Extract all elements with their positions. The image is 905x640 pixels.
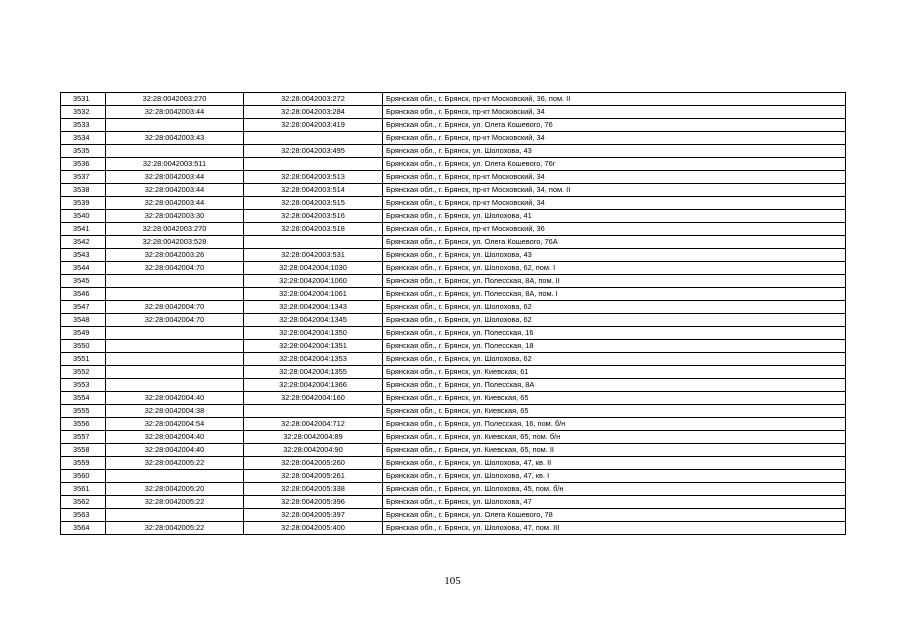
row-number-cell: 3559 [61, 457, 106, 470]
object-cadastral-number-cell: 32:28:0042004:1060 [244, 275, 383, 288]
address-cell: Брянская обл., г. Брянск, пр-кт Московский, 34 [383, 197, 846, 210]
row-number-cell: 3557 [61, 431, 106, 444]
row-number-cell: 3552 [61, 366, 106, 379]
row-number-cell: 3546 [61, 288, 106, 301]
parcel-cadastral-number-cell: 32:28:0042003:26 [106, 249, 244, 262]
object-cadastral-number-cell [244, 132, 383, 145]
address-cell: Брянская обл., г. Брянск, пр-кт Московский, 34 [383, 171, 846, 184]
table-row [61, 184, 846, 197]
parcel-cadastral-number-cell [106, 340, 244, 353]
object-cadastral-number-cell: 32:28:0042005:338 [244, 483, 383, 496]
parcel-cadastral-number-cell: 32:28:0042003:270 [106, 223, 244, 236]
table-row [61, 509, 846, 522]
address-cell: Брянская обл., г. Брянск, ул. Олега Кошевого, 78 [383, 509, 846, 522]
table-row [61, 470, 846, 483]
address-cell: Брянская обл., г. Брянск, ул. Олега Кошевого, 76А [383, 236, 846, 249]
row-number-cell: 3549 [61, 327, 106, 340]
address-cell: Брянская обл., г. Брянск, пр-кт Московский, 36, пом. II [383, 93, 846, 106]
table-row [61, 418, 846, 431]
address-cell: Брянская обл., г. Брянск, ул. Шолохова, 62 [383, 314, 846, 327]
address-cell: Брянская обл., г. Брянск, ул. Полесская, 8А, пом. II [383, 275, 846, 288]
row-number-cell: 3539 [61, 197, 106, 210]
row-number-cell: 3547 [61, 301, 106, 314]
table-row [61, 158, 846, 171]
address-cell: Брянская обл., г. Брянск, пр-кт Московский, 34 [383, 132, 846, 145]
parcel-cadastral-number-cell: 32:28:0042003:43 [106, 132, 244, 145]
table-row [61, 522, 846, 535]
parcel-cadastral-number-cell: 32:28:0042005:22 [106, 457, 244, 470]
parcel-cadastral-number-cell [106, 275, 244, 288]
table-row [61, 379, 846, 392]
table-row [61, 197, 846, 210]
row-number-cell: 3564 [61, 522, 106, 535]
object-cadastral-number-cell: 32:28:0042005:396 [244, 496, 383, 509]
address-cell: Брянская обл., г. Брянск, ул. Полесская, 16 [383, 327, 846, 340]
table-row [61, 483, 846, 496]
object-cadastral-number-cell [244, 405, 383, 418]
row-number-cell: 3563 [61, 509, 106, 522]
parcel-cadastral-number-cell: 32:28:0042003:44 [106, 106, 244, 119]
table-row [61, 353, 846, 366]
table-row [61, 457, 846, 470]
object-cadastral-number-cell: 32:28:0042004:89 [244, 431, 383, 444]
row-number-cell: 3532 [61, 106, 106, 119]
row-number-cell: 3543 [61, 249, 106, 262]
address-cell: Брянская обл., г. Брянск, пр-кт Московский, 34, пом. II [383, 184, 846, 197]
row-number-cell: 3548 [61, 314, 106, 327]
row-number-cell: 3550 [61, 340, 106, 353]
row-number-cell: 3545 [61, 275, 106, 288]
parcel-cadastral-number-cell: 32:28:0042004:40 [106, 392, 244, 405]
parcel-cadastral-number-cell: 32:28:0042004:70 [106, 262, 244, 275]
parcel-cadastral-number-cell [106, 288, 244, 301]
row-number-cell: 3533 [61, 119, 106, 132]
object-cadastral-number-cell: 32:28:0042004:1351 [244, 340, 383, 353]
row-number-cell: 3538 [61, 184, 106, 197]
parcel-cadastral-number-cell: 32:28:0042004:40 [106, 444, 244, 457]
parcel-cadastral-number-cell [106, 327, 244, 340]
table-row [61, 392, 846, 405]
address-cell: Брянская обл., г. Брянск, ул. Полесская, 8А [383, 379, 846, 392]
object-cadastral-number-cell: 32:28:0042004:160 [244, 392, 383, 405]
object-cadastral-number-cell: 32:28:0042003:515 [244, 197, 383, 210]
parcel-cadastral-number-cell: 32:28:0042004:54 [106, 418, 244, 431]
parcel-cadastral-number-cell: 32:28:0042003:511 [106, 158, 244, 171]
object-cadastral-number-cell: 32:28:0042003:272 [244, 93, 383, 106]
address-cell: Брянская обл., г. Брянск, ул. Шолохова, 43 [383, 249, 846, 262]
parcel-cadastral-number-cell: 32:28:0042004:38 [106, 405, 244, 418]
table-row [61, 223, 846, 236]
parcel-cadastral-number-cell: 32:28:0042003:44 [106, 184, 244, 197]
object-cadastral-number-cell: 32:28:0042003:514 [244, 184, 383, 197]
table-row [61, 106, 846, 119]
row-number-cell: 3551 [61, 353, 106, 366]
table-row [61, 288, 846, 301]
row-number-cell: 3536 [61, 158, 106, 171]
row-number-cell: 3556 [61, 418, 106, 431]
row-number-cell: 3560 [61, 470, 106, 483]
page-number: 105 [444, 575, 461, 587]
parcel-cadastral-number-cell [106, 366, 244, 379]
table-row [61, 327, 846, 340]
object-cadastral-number-cell: 32:28:0042005:400 [244, 522, 383, 535]
table-row [61, 262, 846, 275]
row-number-cell: 3542 [61, 236, 106, 249]
object-cadastral-number-cell: 32:28:0042003:518 [244, 223, 383, 236]
object-cadastral-number-cell: 32:28:0042003:531 [244, 249, 383, 262]
object-cadastral-number-cell: 32:28:0042004:1343 [244, 301, 383, 314]
parcel-cadastral-number-cell: 32:28:0042003:44 [106, 171, 244, 184]
row-number-cell: 3535 [61, 145, 106, 158]
address-cell: Брянская обл., г. Брянск, ул. Олега Кошевого, 76 [383, 119, 846, 132]
parcel-cadastral-number-cell [106, 119, 244, 132]
parcel-cadastral-number-cell: 32:28:0042003:270 [106, 93, 244, 106]
address-cell: Брянская обл., г. Брянск, ул. Шолохова, 47 [383, 496, 846, 509]
address-cell: Брянская обл., г. Брянск, ул. Олега Кошевого, 76г [383, 158, 846, 171]
row-number-cell: 3540 [61, 210, 106, 223]
object-cadastral-number-cell: 32:28:0042003:419 [244, 119, 383, 132]
row-number-cell: 3558 [61, 444, 106, 457]
table-row [61, 405, 846, 418]
table-row [61, 366, 846, 379]
parcel-cadastral-number-cell: 32:28:0042004:70 [106, 301, 244, 314]
row-number-cell: 3554 [61, 392, 106, 405]
address-cell: Брянская обл., г. Брянск, пр-кт Московский, 34 [383, 106, 846, 119]
table-row [61, 275, 846, 288]
address-cell: Брянская обл., г. Брянск, пр-кт Московский, 36 [383, 223, 846, 236]
parcel-cadastral-number-cell [106, 509, 244, 522]
row-number-cell: 3553 [61, 379, 106, 392]
row-number-cell: 3537 [61, 171, 106, 184]
parcel-cadastral-number-cell: 32:28:0042003:44 [106, 197, 244, 210]
object-cadastral-number-cell [244, 236, 383, 249]
row-number-cell: 3544 [61, 262, 106, 275]
table-row [61, 301, 846, 314]
table-row [61, 431, 846, 444]
address-cell: Брянская обл., г. Брянск, ул. Киевская, 65 [383, 405, 846, 418]
parcel-cadastral-number-cell: 32:28:0042003:30 [106, 210, 244, 223]
address-cell: Брянская обл., г. Брянск, ул. Киевская, 65 [383, 392, 846, 405]
row-number-cell: 3531 [61, 93, 106, 106]
object-cadastral-number-cell [244, 158, 383, 171]
table-row [61, 340, 846, 353]
parcel-cadastral-number-cell: 32:28:0042005:22 [106, 522, 244, 535]
address-cell: Брянская обл., г. Брянск, ул. Полесская, 16, пом. б/н [383, 418, 846, 431]
address-cell: Брянская обл., г. Брянск, ул. Шолохова, 62, пом. I [383, 262, 846, 275]
parcel-cadastral-number-cell: 32:28:0042004:40 [106, 431, 244, 444]
address-cell: Брянская обл., г. Брянск, ул. Киевская, 61 [383, 366, 846, 379]
parcel-cadastral-number-cell: 32:28:0042005:22 [106, 496, 244, 509]
registry-table [60, 92, 846, 535]
parcel-cadastral-number-cell: 32:28:0042004:70 [106, 314, 244, 327]
registry-table-body [61, 93, 846, 535]
parcel-cadastral-number-cell: 32:28:0042005:20 [106, 483, 244, 496]
parcel-cadastral-number-cell [106, 353, 244, 366]
object-cadastral-number-cell: 32:28:0042005:261 [244, 470, 383, 483]
table-row [61, 119, 846, 132]
row-number-cell: 3562 [61, 496, 106, 509]
parcel-cadastral-number-cell: 32:28:0042003:528 [106, 236, 244, 249]
table-row [61, 132, 846, 145]
object-cadastral-number-cell: 32:28:0042004:712 [244, 418, 383, 431]
address-cell: Брянская обл., г. Брянск, ул. Киевская, 65, пом. б/н [383, 431, 846, 444]
object-cadastral-number-cell: 32:28:0042003:516 [244, 210, 383, 223]
address-cell: Брянская обл., г. Брянск, ул. Шолохова, 45, пом. б/н [383, 483, 846, 496]
object-cadastral-number-cell: 32:28:0042004:1061 [244, 288, 383, 301]
address-cell: Брянская обл., г. Брянск, ул. Шолохова, 47, кв. I [383, 470, 846, 483]
parcel-cadastral-number-cell [106, 379, 244, 392]
address-cell: Брянская обл., г. Брянск, ул. Киевская, 65, пом. II [383, 444, 846, 457]
object-cadastral-number-cell: 32:28:0042003:513 [244, 171, 383, 184]
table-row [61, 93, 846, 106]
table-row [61, 145, 846, 158]
object-cadastral-number-cell: 32:28:0042004:1355 [244, 366, 383, 379]
table-row [61, 171, 846, 184]
object-cadastral-number-cell: 32:28:0042003:284 [244, 106, 383, 119]
address-cell: Брянская обл., г. Брянск, ул. Полесская, 18 [383, 340, 846, 353]
row-number-cell: 3555 [61, 405, 106, 418]
object-cadastral-number-cell: 32:28:0042004:1345 [244, 314, 383, 327]
address-cell: Брянская обл., г. Брянск, ул. Шолохова, 47, кв. II [383, 457, 846, 470]
object-cadastral-number-cell: 32:28:0042004:1353 [244, 353, 383, 366]
row-number-cell: 3561 [61, 483, 106, 496]
row-number-cell: 3534 [61, 132, 106, 145]
address-cell: Брянская обл., г. Брянск, ул. Полесская, 8А, пом. I [383, 288, 846, 301]
parcel-cadastral-number-cell [106, 470, 244, 483]
parcel-cadastral-number-cell [106, 145, 244, 158]
object-cadastral-number-cell: 32:28:0042004:1030 [244, 262, 383, 275]
object-cadastral-number-cell: 32:28:0042005:397 [244, 509, 383, 522]
object-cadastral-number-cell: 32:28:0042003:495 [244, 145, 383, 158]
table-row [61, 236, 846, 249]
table-row [61, 249, 846, 262]
object-cadastral-number-cell: 32:28:0042004:1366 [244, 379, 383, 392]
address-cell: Брянская обл., г. Брянск, ул. Шолохова, 62 [383, 301, 846, 314]
object-cadastral-number-cell: 32:28:0042004:1350 [244, 327, 383, 340]
table-row [61, 496, 846, 509]
address-cell: Брянская обл., г. Брянск, ул. Шолохова, 41 [383, 210, 846, 223]
object-cadastral-number-cell: 32:28:0042004:90 [244, 444, 383, 457]
object-cadastral-number-cell: 32:28:0042005:260 [244, 457, 383, 470]
address-cell: Брянская обл., г. Брянск, ул. Шолохова, 47, пом. III [383, 522, 846, 535]
address-cell: Брянская обл., г. Брянск, ул. Шолохова, 43 [383, 145, 846, 158]
row-number-cell: 3541 [61, 223, 106, 236]
table-row [61, 210, 846, 223]
table-row [61, 444, 846, 457]
table-row [61, 314, 846, 327]
address-cell: Брянская обл., г. Брянск, ул. Шолохова, 62 [383, 353, 846, 366]
